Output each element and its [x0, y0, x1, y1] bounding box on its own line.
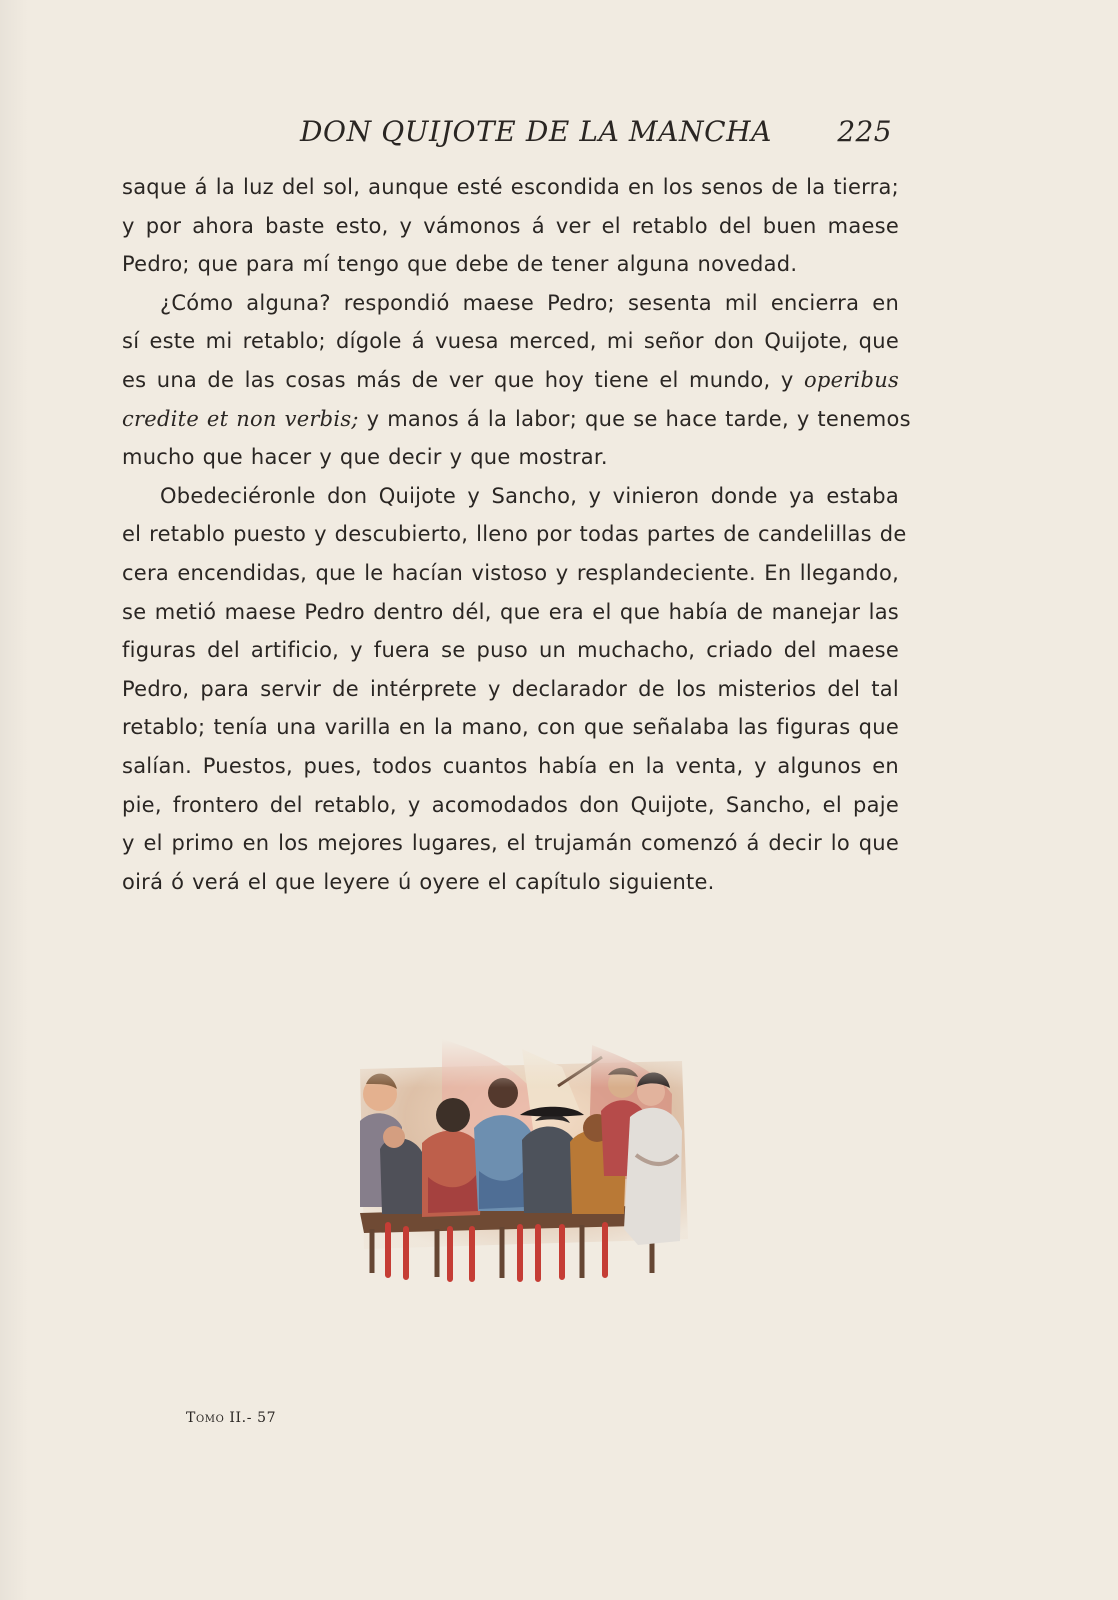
text-line: Pedro; que para mí tengo que debe de tener alguna novedad. — [122, 252, 798, 277]
text-line: ¿Cómo alguna? respondió maese Pedro; sesenta mil encierra en — [160, 290, 899, 315]
text-line: saque á la luz del sol, aunque esté escondida en los senos de la tierra; — [122, 175, 899, 199]
illustration-svg — [352, 1039, 690, 1282]
running-head — [122, 115, 892, 155]
text-line: Pedro, para servir de intérprete y declarador de los misterios del tal — [122, 676, 899, 701]
text-line: retablo; tenía una varilla en la mano, con que señalaba las figuras que — [122, 715, 899, 740]
text-line: salían. Puestos, pues, todos cuantos había en la venta, y algunos en — [122, 753, 899, 778]
main-text — [122, 168, 911, 901]
text-segment: y manos á la labor; que se hace tarde, y tenemos — [366, 406, 911, 431]
text-line: sí este mi retablo; dígole á vuesa merced, mi señor don Quijote, que — [122, 329, 899, 354]
text-segment: es una de las cosas más de ver que hoy tiene el mundo, y — [122, 367, 794, 392]
text-line: cera encendidas, que le hacían vistoso y resplandeciente. En llegando, — [122, 560, 899, 585]
text-line: pie, frontero del retablo, y acomodados don Quijote, Sancho, el paje — [122, 792, 899, 817]
text-line: el retablo puesto y descubierto, lleno por todas partes de candelillas de — [122, 522, 907, 547]
color-illustration — [352, 1039, 690, 1282]
text-line: oirá ó verá el que leyere ú oyere el capítulo siguiente. — [122, 869, 715, 894]
volume-signature: Tomo II.- 57 — [186, 1410, 277, 1426]
text-line: Obedeciéronle don Quijote y Sancho, y vinieron donde ya estaba — [160, 483, 899, 508]
text-line: y por ahora baste esto, y vámonos á ver el retablo del buen maese — [122, 213, 899, 238]
text-line: y el primo en los mejores lugares, el trujamán comenzó á decir lo que — [122, 831, 899, 856]
text-line-with-italic — [122, 400, 911, 439]
text-line-with-italic — [122, 361, 899, 400]
book-title: DON QUIJOTE DE LA MANCHA — [300, 115, 772, 148]
page-number: 225 — [837, 115, 892, 148]
latin-phrase: credite et non verbis; — [122, 406, 359, 431]
text-line: figuras del artificio, y fuera se puso un muchacho, criado del maese — [122, 638, 899, 663]
text-line: mucho que hacer y que decir y que mostrar. — [122, 445, 608, 470]
text-line: se metió maese Pedro dentro dél, que era el que había de manejar las — [122, 599, 899, 624]
latin-phrase: operibus — [803, 367, 899, 392]
